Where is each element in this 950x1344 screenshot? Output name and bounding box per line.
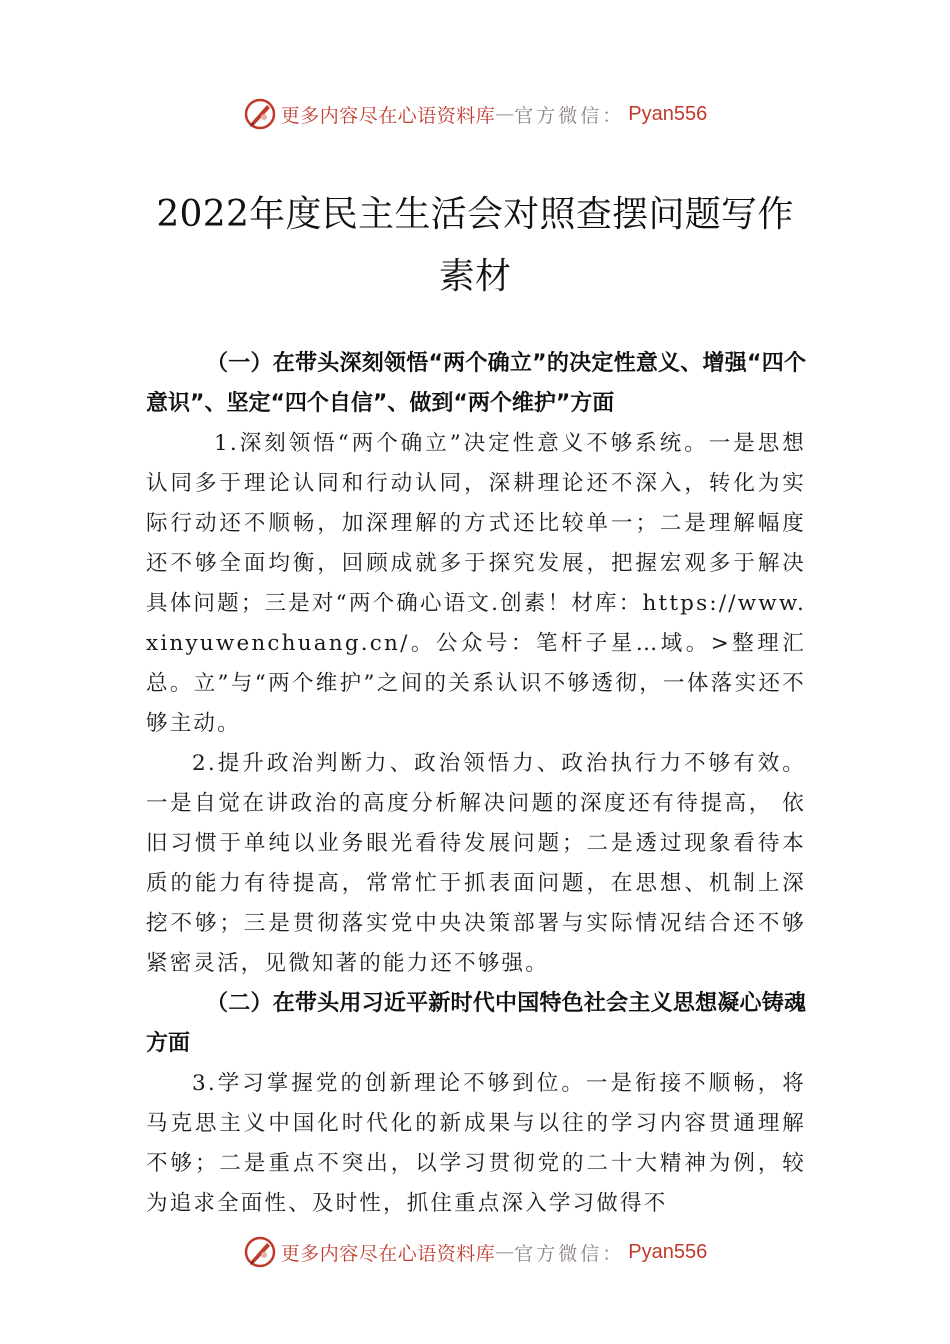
section-heading-2: （二）在带头用习近平新时代中国特色社会主义思想凝心铸魂方面	[146, 991, 806, 1056]
wechat-label: 官方微信：	[514, 104, 625, 127]
document-title: 2022年度民主生活会对照查摆问题写作素材	[156, 194, 794, 297]
section-heading-1: （一）在带头深刻领悟“两个确立”的决定性意义、增强“四个意识”、坚定“四个自信”、做到“两个维护”方面	[146, 351, 806, 416]
quill-pen-logo-icon	[243, 97, 277, 131]
banner-separator: —	[495, 1241, 515, 1263]
wechat-account: Pyan556	[628, 102, 708, 125]
document-body	[146, 344, 806, 1224]
paragraph-1: 1.深刻领悟“两个确立”决定性意义不够系统。一是思想认同多于理论认同和行动认同，深耕理论还不深入，转化为实际行动还不顺畅，加深理解的方式还比较单一；二是理解幅度还不够全面均衡，回顾成就多于探究发展，把握宏观多于解决具体问题；三是对“两个确心语文.创素！材库：https://www.xinyuwenchuang.cn/。公众号：笔杆子星…域。>整理汇总。立”与“两个维护”之间的关系认识不够透彻，一体落实还不够主动。	[146, 431, 806, 736]
paragraph-3: 3.学习掌握党的创新理论不够到位。一是衔接不顺畅，将马克思主义中国化时代化的新成果与以往的学习内容贯通理解不够；二是重点不突出，以学习贯彻党的二十大精神为例，较为追求全面性、及时性，抓住重点深入学习做得不	[146, 1071, 806, 1216]
header-watermark-banner	[0, 94, 950, 134]
wechat-label: 官方微信：	[514, 1242, 625, 1265]
wechat-account: Pyan556	[628, 1240, 708, 1263]
quill-pen-logo-icon	[243, 1235, 277, 1269]
footer-watermark-banner	[0, 1232, 950, 1272]
brand-name: 更多内容尽在心语资料库	[280, 1242, 496, 1265]
paragraph-2: 2.提升政治判断力、政治领悟力、政治执行力不够有效。一是自觉在讲政治的高度分析解决问题的深度还有待提高， 依旧习惯于单纯以业务眼光看待发展问题；二是透过现象看待本质的能力有待提高，常常忙于抓表面问题，在思想、机制上深挖不够；三是贯彻落实党中央决策部署与实际情况结合还不够紧密灵活，见微知著的能力还不够强。	[146, 751, 806, 976]
brand-name: 更多内容尽在心语资料库	[280, 104, 496, 127]
banner-separator: —	[495, 103, 515, 125]
